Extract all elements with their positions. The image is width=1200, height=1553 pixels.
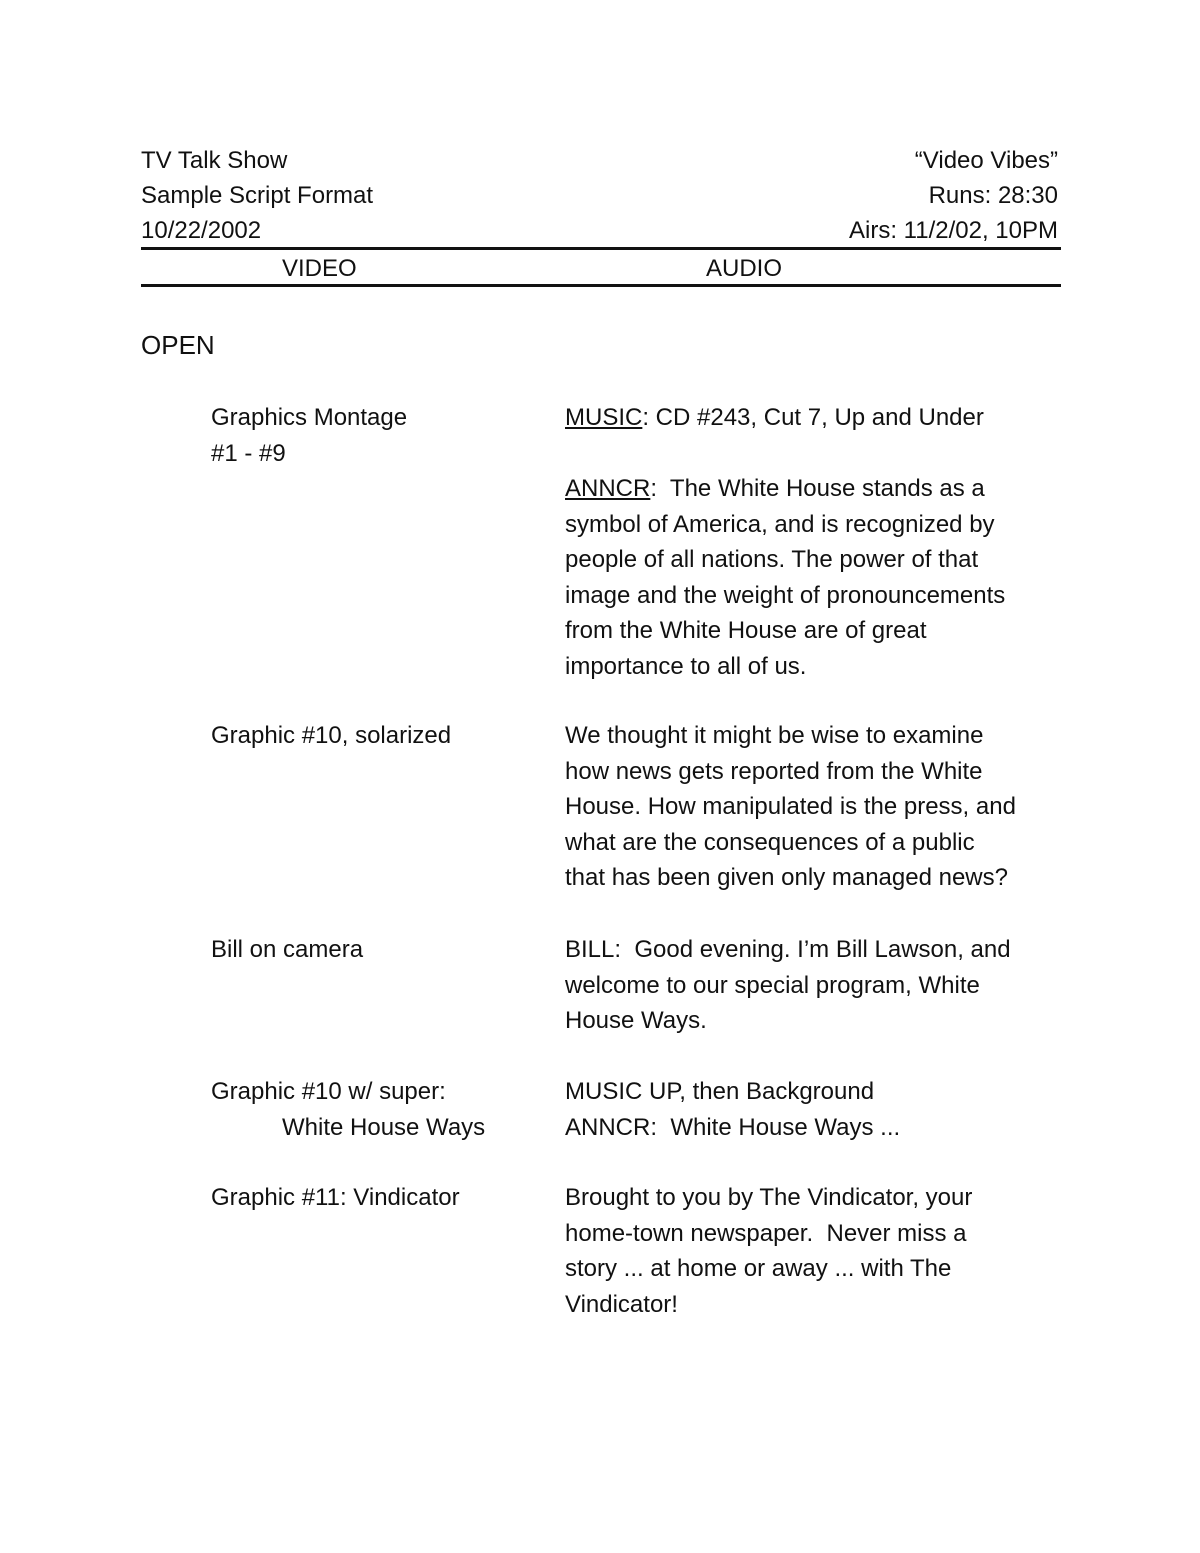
video-cue-1 <box>211 400 541 471</box>
audio-cue-4 <box>565 1074 1065 1145</box>
announcer-line: image and the weight of pronouncements <box>565 581 1006 609</box>
announcer-line: from the White House are of great <box>565 617 927 644</box>
script-format: Sample Script Format <box>141 182 374 209</box>
audio-cue-1-announcer <box>565 471 1065 684</box>
air-date: Airs: 11/2/02, 10PM <box>849 217 1058 244</box>
announcer-text: The White House stands as a <box>657 475 985 502</box>
video-cue-line: Bill on camera <box>211 936 364 963</box>
audio-line: how news gets reported from the White <box>565 757 983 785</box>
audio-cue-3 <box>565 932 1065 1039</box>
video-cue-3 <box>211 932 541 968</box>
video-cue-5 <box>211 1180 541 1216</box>
audio-line: ANNCR: White House Ways ... <box>565 1113 901 1141</box>
announcer-line: symbol of America, and is recognized by <box>565 510 995 538</box>
announcer-label-colon: : <box>650 475 658 502</box>
audio-column-header: AUDIO <box>706 255 783 282</box>
audio-cue-1 <box>565 400 1065 436</box>
announcer-line: people of all nations. The power of that <box>565 546 979 573</box>
audio-line: welcome to our special program, White <box>565 971 980 999</box>
audio-line: Brought to you by The Vindicator, your <box>565 1184 973 1211</box>
music-label-colon: : <box>642 404 650 431</box>
header-rule-top <box>141 247 1061 250</box>
audio-line: House. How manipulated is the press, and <box>565 793 1016 820</box>
audio-line: House Ways. <box>565 1007 707 1034</box>
music-cue <box>565 400 1065 436</box>
video-column-header: VIDEO <box>282 255 357 282</box>
audio-line: that has been given only managed news? <box>565 864 1008 891</box>
section-title: OPEN <box>141 330 215 360</box>
audio-cue-2 <box>565 718 1065 896</box>
header-rule-bottom <box>141 284 1061 287</box>
audio-line: BILL: Good evening. I’m Bill Lawson, and <box>565 936 1011 963</box>
video-cue-line: #1 - #9 <box>211 439 286 467</box>
audio-line: home-town newspaper. Never miss a <box>565 1219 967 1247</box>
music-cue-text: CD #243, Cut 7, Up and Under <box>649 404 984 431</box>
audio-cue-5 <box>565 1180 1065 1322</box>
video-cue-line: Graphic #10 w/ super: <box>211 1078 446 1105</box>
audio-line: We thought it might be wise to examine <box>565 722 984 749</box>
super-title: White House Ways <box>282 1113 486 1141</box>
audio-line: MUSIC UP, then Background <box>565 1078 875 1105</box>
show-type: TV Talk Show <box>141 147 288 174</box>
video-cue-line: Graphic #11: Vindicator <box>211 1184 460 1211</box>
music-label: MUSIC <box>565 404 643 431</box>
run-time: Runs: 28:30 <box>928 182 1058 209</box>
script-date: 10/22/2002 <box>141 217 262 244</box>
program-title: “Video Vibes” <box>914 147 1058 174</box>
audio-line: story ... at home or away ... with The <box>565 1255 952 1282</box>
audio-line: what are the consequences of a public <box>565 828 975 856</box>
video-cue-line: Graphics Montage <box>211 404 408 431</box>
audio-line: Vindicator! <box>565 1290 678 1318</box>
announcer-line: importance to all of us. <box>565 652 807 680</box>
video-cue-2 <box>211 718 541 754</box>
video-cue-line: Graphic #10, solarized <box>211 722 452 749</box>
announcer-line <box>565 471 1065 507</box>
video-cue-4 <box>211 1074 541 1145</box>
announcer-label: ANNCR <box>565 475 651 502</box>
